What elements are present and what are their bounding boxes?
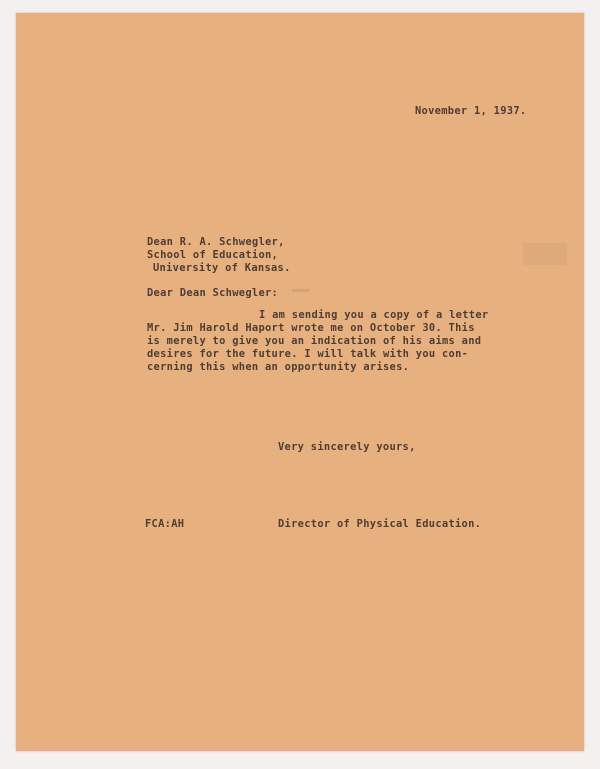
salutation: Dear Dean Schwegler: xyxy=(147,287,279,299)
address-line-2: School of Education, xyxy=(147,249,279,261)
body-line-4: desires for the future. I will talk with you con- xyxy=(147,348,469,360)
signature-title: Director of Physical Education. xyxy=(278,518,482,530)
body-line-2: Mr. Jim Harold Haport wrote me on October 30. This xyxy=(147,322,475,334)
paper-smudge xyxy=(292,289,310,292)
body-line-3: is merely to give you an indication of his aims and xyxy=(147,335,482,347)
typist-initials: FCA:AH xyxy=(145,518,185,530)
body-line-5: cerning this when an opportunity arises. xyxy=(147,361,410,373)
letter-page xyxy=(16,13,584,751)
paper-smudge xyxy=(523,243,567,265)
address-line-1: Dean R. A. Schwegler, xyxy=(147,236,285,248)
letter-date: November 1, 1937. xyxy=(415,105,527,117)
body-line-1: I am sending you a copy of a letter xyxy=(259,309,489,321)
address-line-3: University of Kansas. xyxy=(153,262,291,274)
closing: Very sincerely yours, xyxy=(278,441,416,453)
